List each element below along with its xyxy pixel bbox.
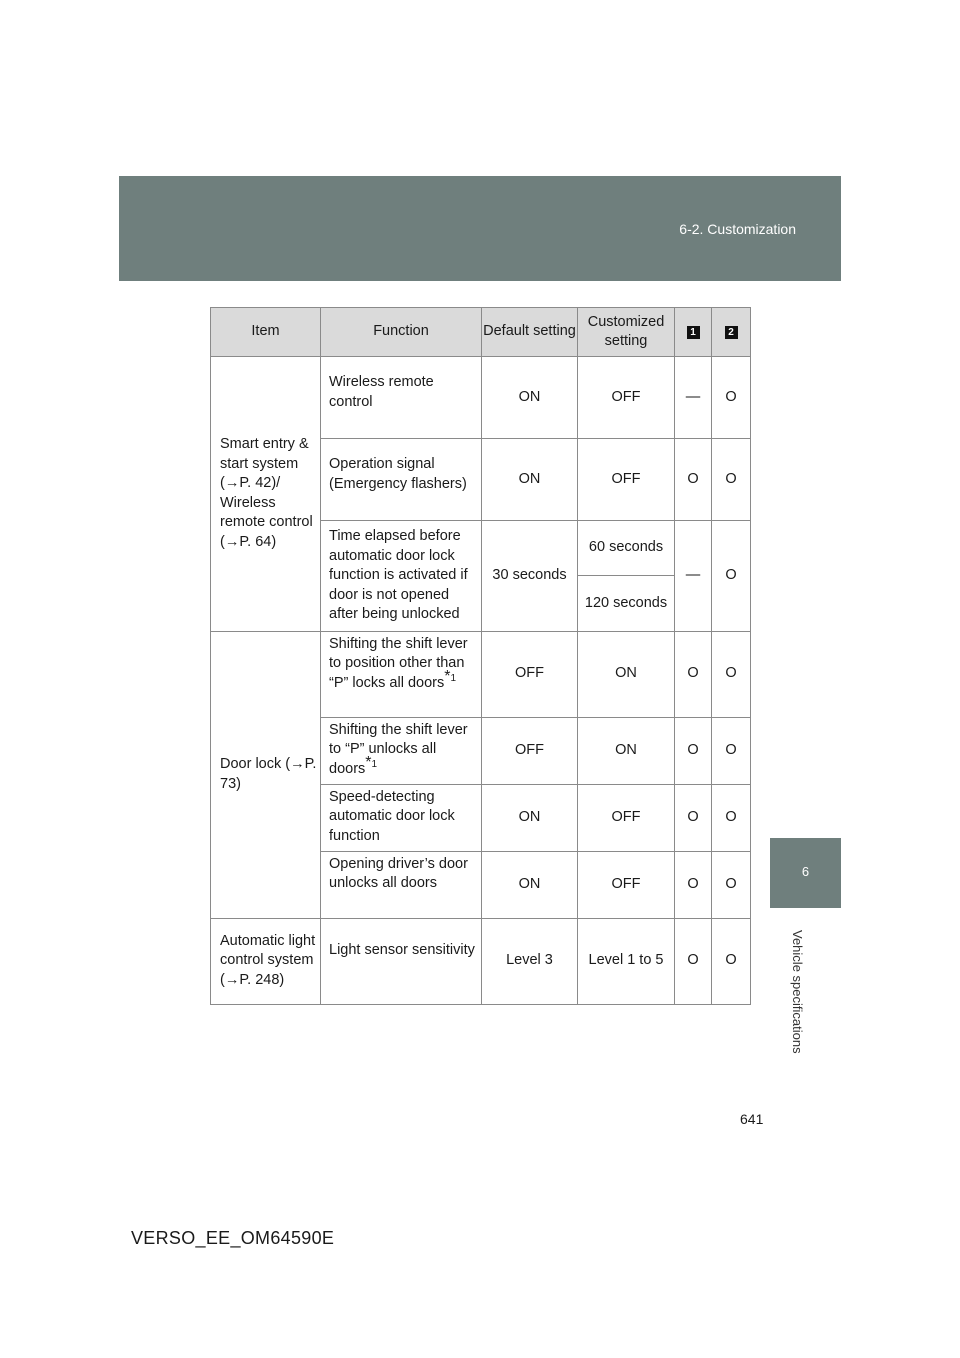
badge-2: 2 — [725, 326, 738, 339]
function-cell — [321, 521, 482, 632]
default-cell: OFF — [482, 631, 578, 717]
mark-col1: O — [675, 918, 712, 1004]
section-label: 6-2. Customization — [679, 221, 796, 237]
chapter-number: 6 — [801, 864, 810, 879]
customized-cell: OFF — [578, 784, 675, 851]
item-cell: Door lock (→P. 73) — [211, 631, 321, 918]
document-code: VERSO_EE_OM64590E — [131, 1228, 335, 1248]
mark-col1: O — [675, 631, 712, 717]
function-text: Speed-detecting automatic door lock function — [329, 788, 455, 844]
mark-col1: — — [675, 357, 712, 439]
mark-col2: O — [712, 439, 751, 521]
customized-cell: OFF — [578, 357, 675, 439]
mark-col2: O — [712, 717, 751, 784]
customized-cell: ON — [578, 631, 675, 717]
mark-col2: O — [712, 357, 751, 439]
chapter-label: Vehicle specifications — [790, 930, 805, 1054]
function-cell — [321, 851, 482, 918]
customized-cell: Level 1 to 5 — [578, 918, 675, 1004]
header-col1 — [675, 308, 712, 357]
customization-table — [210, 307, 751, 1005]
mark-col1: O — [675, 717, 712, 784]
footnote-star: * — [365, 753, 372, 771]
header-customized: Customized setting — [578, 308, 675, 357]
function-cell — [321, 357, 482, 439]
mark-col2: O — [712, 521, 751, 632]
default-cell: ON — [482, 357, 578, 439]
header-band — [119, 176, 841, 281]
default-cell: OFF — [482, 717, 578, 784]
customized-cell: OFF — [578, 851, 675, 918]
table-header-row — [211, 308, 751, 357]
chapter-tab — [770, 838, 841, 908]
table-row — [211, 631, 751, 717]
function-text: Light sensor sensitivity — [329, 941, 475, 958]
page-number: 641 — [740, 1111, 764, 1127]
mark-col2: O — [712, 631, 751, 717]
mark-col2: O — [712, 784, 751, 851]
badge-1: 1 — [687, 326, 700, 339]
mark-col1: — — [675, 521, 712, 632]
customized-cell: 60 seconds — [578, 521, 675, 576]
function-cell — [321, 439, 482, 521]
customized-cell-2: 120 seconds — [578, 576, 675, 631]
default-cell: 30 seconds — [482, 521, 578, 632]
default-cell: ON — [482, 851, 578, 918]
item-cell: Automatic light control system (→P. 248) — [211, 918, 321, 1004]
function-text: Shifting the shift lever to “P” unlocks all doors — [329, 721, 468, 777]
customized-cell: ON — [578, 717, 675, 784]
default-cell: ON — [482, 784, 578, 851]
item-cell: Smart entry & start system (→P. 42)/ Wireless remote control (→P. 64) — [211, 357, 321, 632]
footnote-star: * — [444, 667, 451, 685]
header-item: Item — [211, 308, 321, 357]
table-row — [211, 918, 751, 1004]
function-cell — [321, 717, 482, 784]
function-text: Wireless remote control — [329, 374, 434, 410]
mark-col1: O — [675, 439, 712, 521]
function-text: Shifting the shift lever to position other than “P” locks all doors — [329, 635, 468, 691]
mark-col2: O — [712, 918, 751, 1004]
function-cell — [321, 918, 482, 1004]
header-col2 — [712, 308, 751, 357]
function-text: Time elapsed before automatic door lock function is activated if door is not opened after being unlocked — [329, 528, 468, 622]
function-cell — [321, 631, 482, 717]
header-function: Function — [321, 308, 482, 357]
header-default: Default setting — [482, 308, 578, 357]
footnote-number: 1 — [371, 758, 378, 770]
mark-col2: O — [712, 851, 751, 918]
customized-cell: OFF — [578, 439, 675, 521]
table-row — [211, 357, 751, 439]
default-cell: Level 3 — [482, 918, 578, 1004]
mark-col1: O — [675, 784, 712, 851]
mark-col1: O — [675, 851, 712, 918]
function-cell — [321, 784, 482, 851]
function-text: Opening driver’s door unlocks all doors — [329, 855, 468, 891]
function-text: Operation signal (Emergency flashers) — [329, 456, 467, 492]
default-cell: ON — [482, 439, 578, 521]
footnote-number: 1 — [450, 672, 457, 684]
